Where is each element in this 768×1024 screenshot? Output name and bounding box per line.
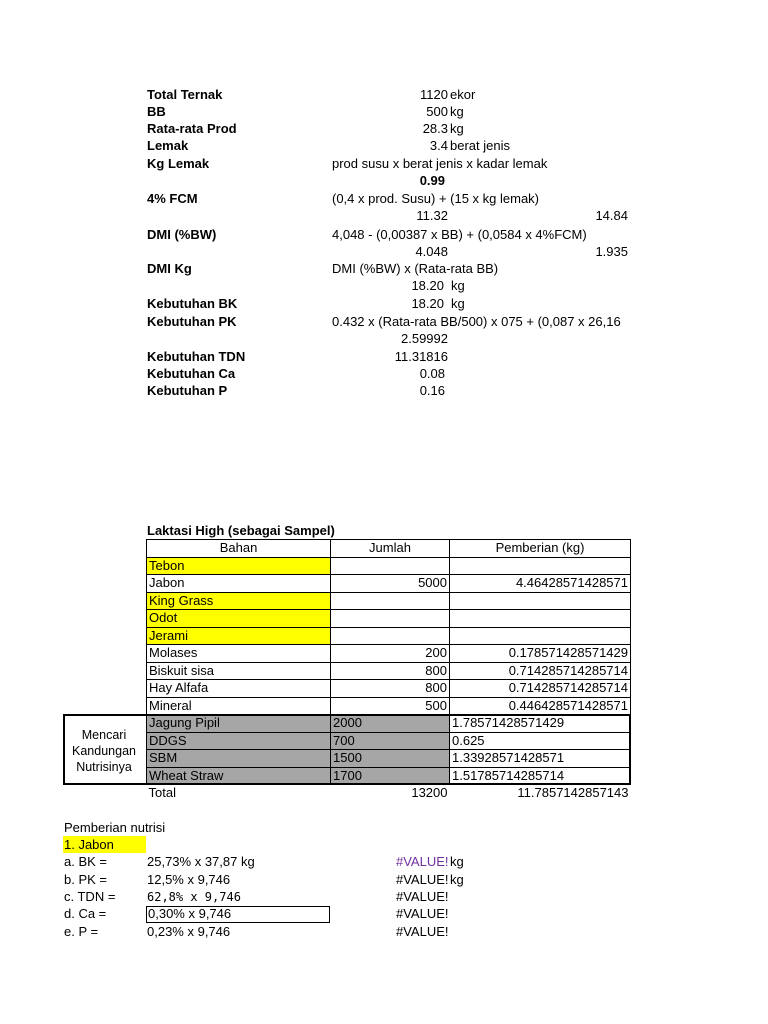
result-kebutuhan-pk: 2.59992 — [401, 331, 448, 346]
line-label: c. TDN = — [64, 889, 116, 904]
nutrition-title: Pemberian nutrisi — [64, 820, 166, 835]
line-result: #VALUE! — [396, 854, 449, 869]
search-label: Mencari Kandungan Nutrisinya — [72, 728, 136, 774]
unit-bb: kg — [450, 104, 464, 119]
cell-qty: 800 — [331, 680, 450, 698]
cell-name: Odot — [147, 610, 331, 628]
value-rata-prod: 28.3 — [422, 121, 448, 136]
value-kebutuhan-p: 0.16 — [419, 383, 445, 398]
line-result: #VALUE! — [396, 924, 449, 939]
cell-qty: 700 — [331, 732, 450, 750]
value-kebutuhan-tdn: 11.31816 — [394, 349, 448, 364]
unit-rata-prod: kg — [450, 121, 464, 136]
table-row — [147, 645, 631, 663]
table-row — [147, 592, 631, 610]
line-label: d. Ca = — [64, 906, 107, 921]
label-kebutuhan-ca: Kebutuhan Ca — [147, 366, 236, 381]
result-fcm: 11.32 — [416, 208, 448, 223]
cell-name: Biskuit sisa — [147, 662, 331, 680]
table-row — [147, 575, 631, 593]
cell-name: Mineral — [147, 697, 331, 715]
cell-give: 1.51785714285714 — [450, 767, 631, 785]
result-kg-lemak: 0.99 — [419, 173, 445, 188]
line-label: b. PK = — [64, 872, 107, 887]
line-formula: 12,5% x 9,746 — [147, 872, 231, 887]
cell-name: Tebon — [147, 557, 331, 575]
unit-lemak: berat jenis — [450, 138, 510, 153]
result-dmi-kg: 18.20 — [411, 278, 444, 293]
nutrition-item: 1. Jabon — [64, 837, 114, 852]
cell-name: Molases — [147, 645, 331, 663]
table-row — [147, 557, 631, 575]
label-kg-lemak: Kg Lemak — [147, 156, 210, 171]
cell-name: Jerami — [147, 627, 331, 645]
cell-qty — [331, 627, 450, 645]
formula-dmi-kg: DMI (%BW) x (Rata-rata BB) — [332, 261, 499, 276]
table-row — [147, 680, 631, 698]
label-bb: BB — [147, 104, 166, 119]
cell-qty: 200 — [331, 645, 450, 663]
extra-fcm: 14.84 — [595, 208, 628, 223]
label-kebutuhan-p: Kebutuhan P — [147, 383, 228, 398]
line-unit: kg — [450, 854, 464, 869]
label-lemak: Lemak — [147, 138, 189, 153]
cell-give — [450, 627, 631, 645]
unit-dmi-kg: kg — [451, 278, 465, 293]
total-give: 11.7857142857143 — [517, 785, 629, 801]
formula-dmi-bw: 4,048 - (0,00387 x BB) + (0,0584 x 4%FCM) — [332, 227, 587, 242]
cell-name: Jabon — [147, 575, 331, 593]
cell-name: DDGS — [147, 732, 331, 750]
label-kebutuhan-tdn: Kebutuhan TDN — [147, 349, 246, 364]
value-total-ternak: 1120 — [420, 87, 448, 102]
line-result: #VALUE! — [396, 906, 449, 921]
total-label: Total — [148, 785, 176, 801]
value-bb: 500 — [426, 104, 448, 119]
cell-qty: 500 — [331, 697, 450, 715]
cell-give: 0.625 — [450, 732, 631, 750]
value-kebutuhan-bk: 18.20 — [411, 296, 444, 311]
cell-name: Jagung Pipil — [147, 715, 331, 733]
table-row — [147, 662, 631, 680]
line-label: a. BK = — [64, 854, 107, 869]
formula-fcm: (0,4 x prod. Susu) + (15 x kg lemak) — [332, 191, 540, 206]
unit-total-ternak: ekor — [450, 87, 476, 102]
table-title: Laktasi High (sebagai Sampel) — [147, 523, 335, 538]
line-formula: 25,73% x 37,87 kg — [147, 854, 255, 869]
table-row — [147, 767, 631, 785]
cell-give — [450, 610, 631, 628]
table-row — [147, 610, 631, 628]
unit-kebutuhan-bk: kg — [451, 296, 465, 311]
line-formula: 0,23% x 9,746 — [147, 924, 231, 939]
cell-qty: 5000 — [331, 575, 450, 593]
label-total-ternak: Total Ternak — [147, 87, 223, 102]
line-result: #VALUE! — [396, 872, 449, 887]
cell-give: 4.46428571428571 — [450, 575, 631, 593]
header-pemberian: Pemberian (kg) — [450, 540, 631, 558]
cell-qty: 1500 — [331, 750, 450, 768]
cell-name: Wheat Straw — [147, 767, 331, 785]
table-row — [147, 697, 631, 715]
extra-dmi-bw: 1.935 — [595, 244, 628, 259]
line-formula: 62,8% x 9,746 — [147, 890, 241, 904]
cell-name: SBM — [147, 750, 331, 768]
table-header-row — [147, 540, 631, 558]
cell-give: 0.446428571428571 — [450, 697, 631, 715]
label-rata-prod: Rata-rata Prod — [147, 121, 237, 136]
line-result: #VALUE! — [396, 889, 449, 904]
cell-name: Hay Alfafa — [147, 680, 331, 698]
cell-qty: 2000 — [331, 715, 450, 733]
cell-qty: 1700 — [331, 767, 450, 785]
formula-kg-lemak: prod susu x berat jenis x kadar lemak — [332, 156, 548, 171]
label-fcm: 4% FCM — [147, 191, 198, 206]
line-label: e. P = — [64, 924, 99, 939]
total-qty: 13200 — [411, 785, 448, 801]
cell-qty — [331, 557, 450, 575]
label-dmi-kg: DMI Kg — [147, 261, 192, 276]
cell-qty: 800 — [331, 662, 450, 680]
cell-give — [450, 592, 631, 610]
value-lemak: 3.4 — [429, 138, 448, 153]
result-dmi-bw: 4.048 — [415, 244, 448, 259]
cell-qty — [331, 610, 450, 628]
line-formula: 0,30% x 9,746 — [148, 906, 232, 921]
cell-give: 1.33928571428571 — [450, 750, 631, 768]
table-row — [147, 715, 631, 733]
cell-give: 0.178571428571429 — [450, 645, 631, 663]
cell-name: King Grass — [147, 592, 331, 610]
cell-give — [450, 557, 631, 575]
cell-give: 1.78571428571429 — [450, 715, 631, 733]
label-kebutuhan-bk: Kebutuhan BK — [147, 296, 238, 311]
feed-table — [146, 539, 631, 802]
formula-kebutuhan-pk: 0.432 x (Rata-rata BB/500) x 075 + (0,087 x 26,16 — [332, 314, 621, 329]
cell-qty — [331, 592, 450, 610]
table-row — [147, 732, 631, 750]
table-row — [147, 750, 631, 768]
line-unit: kg — [450, 872, 464, 887]
table-total-row — [147, 785, 631, 802]
value-kebutuhan-ca: 0.08 — [419, 366, 445, 381]
cell-give: 0.714285714285714 — [450, 680, 631, 698]
header-jumlah: Jumlah — [331, 540, 450, 558]
header-bahan: Bahan — [147, 540, 331, 558]
table-row — [147, 627, 631, 645]
cell-give: 0.714285714285714 — [450, 662, 631, 680]
label-kebutuhan-pk: Kebutuhan PK — [147, 314, 237, 329]
label-dmi-bw: DMI (%BW) — [147, 227, 217, 242]
